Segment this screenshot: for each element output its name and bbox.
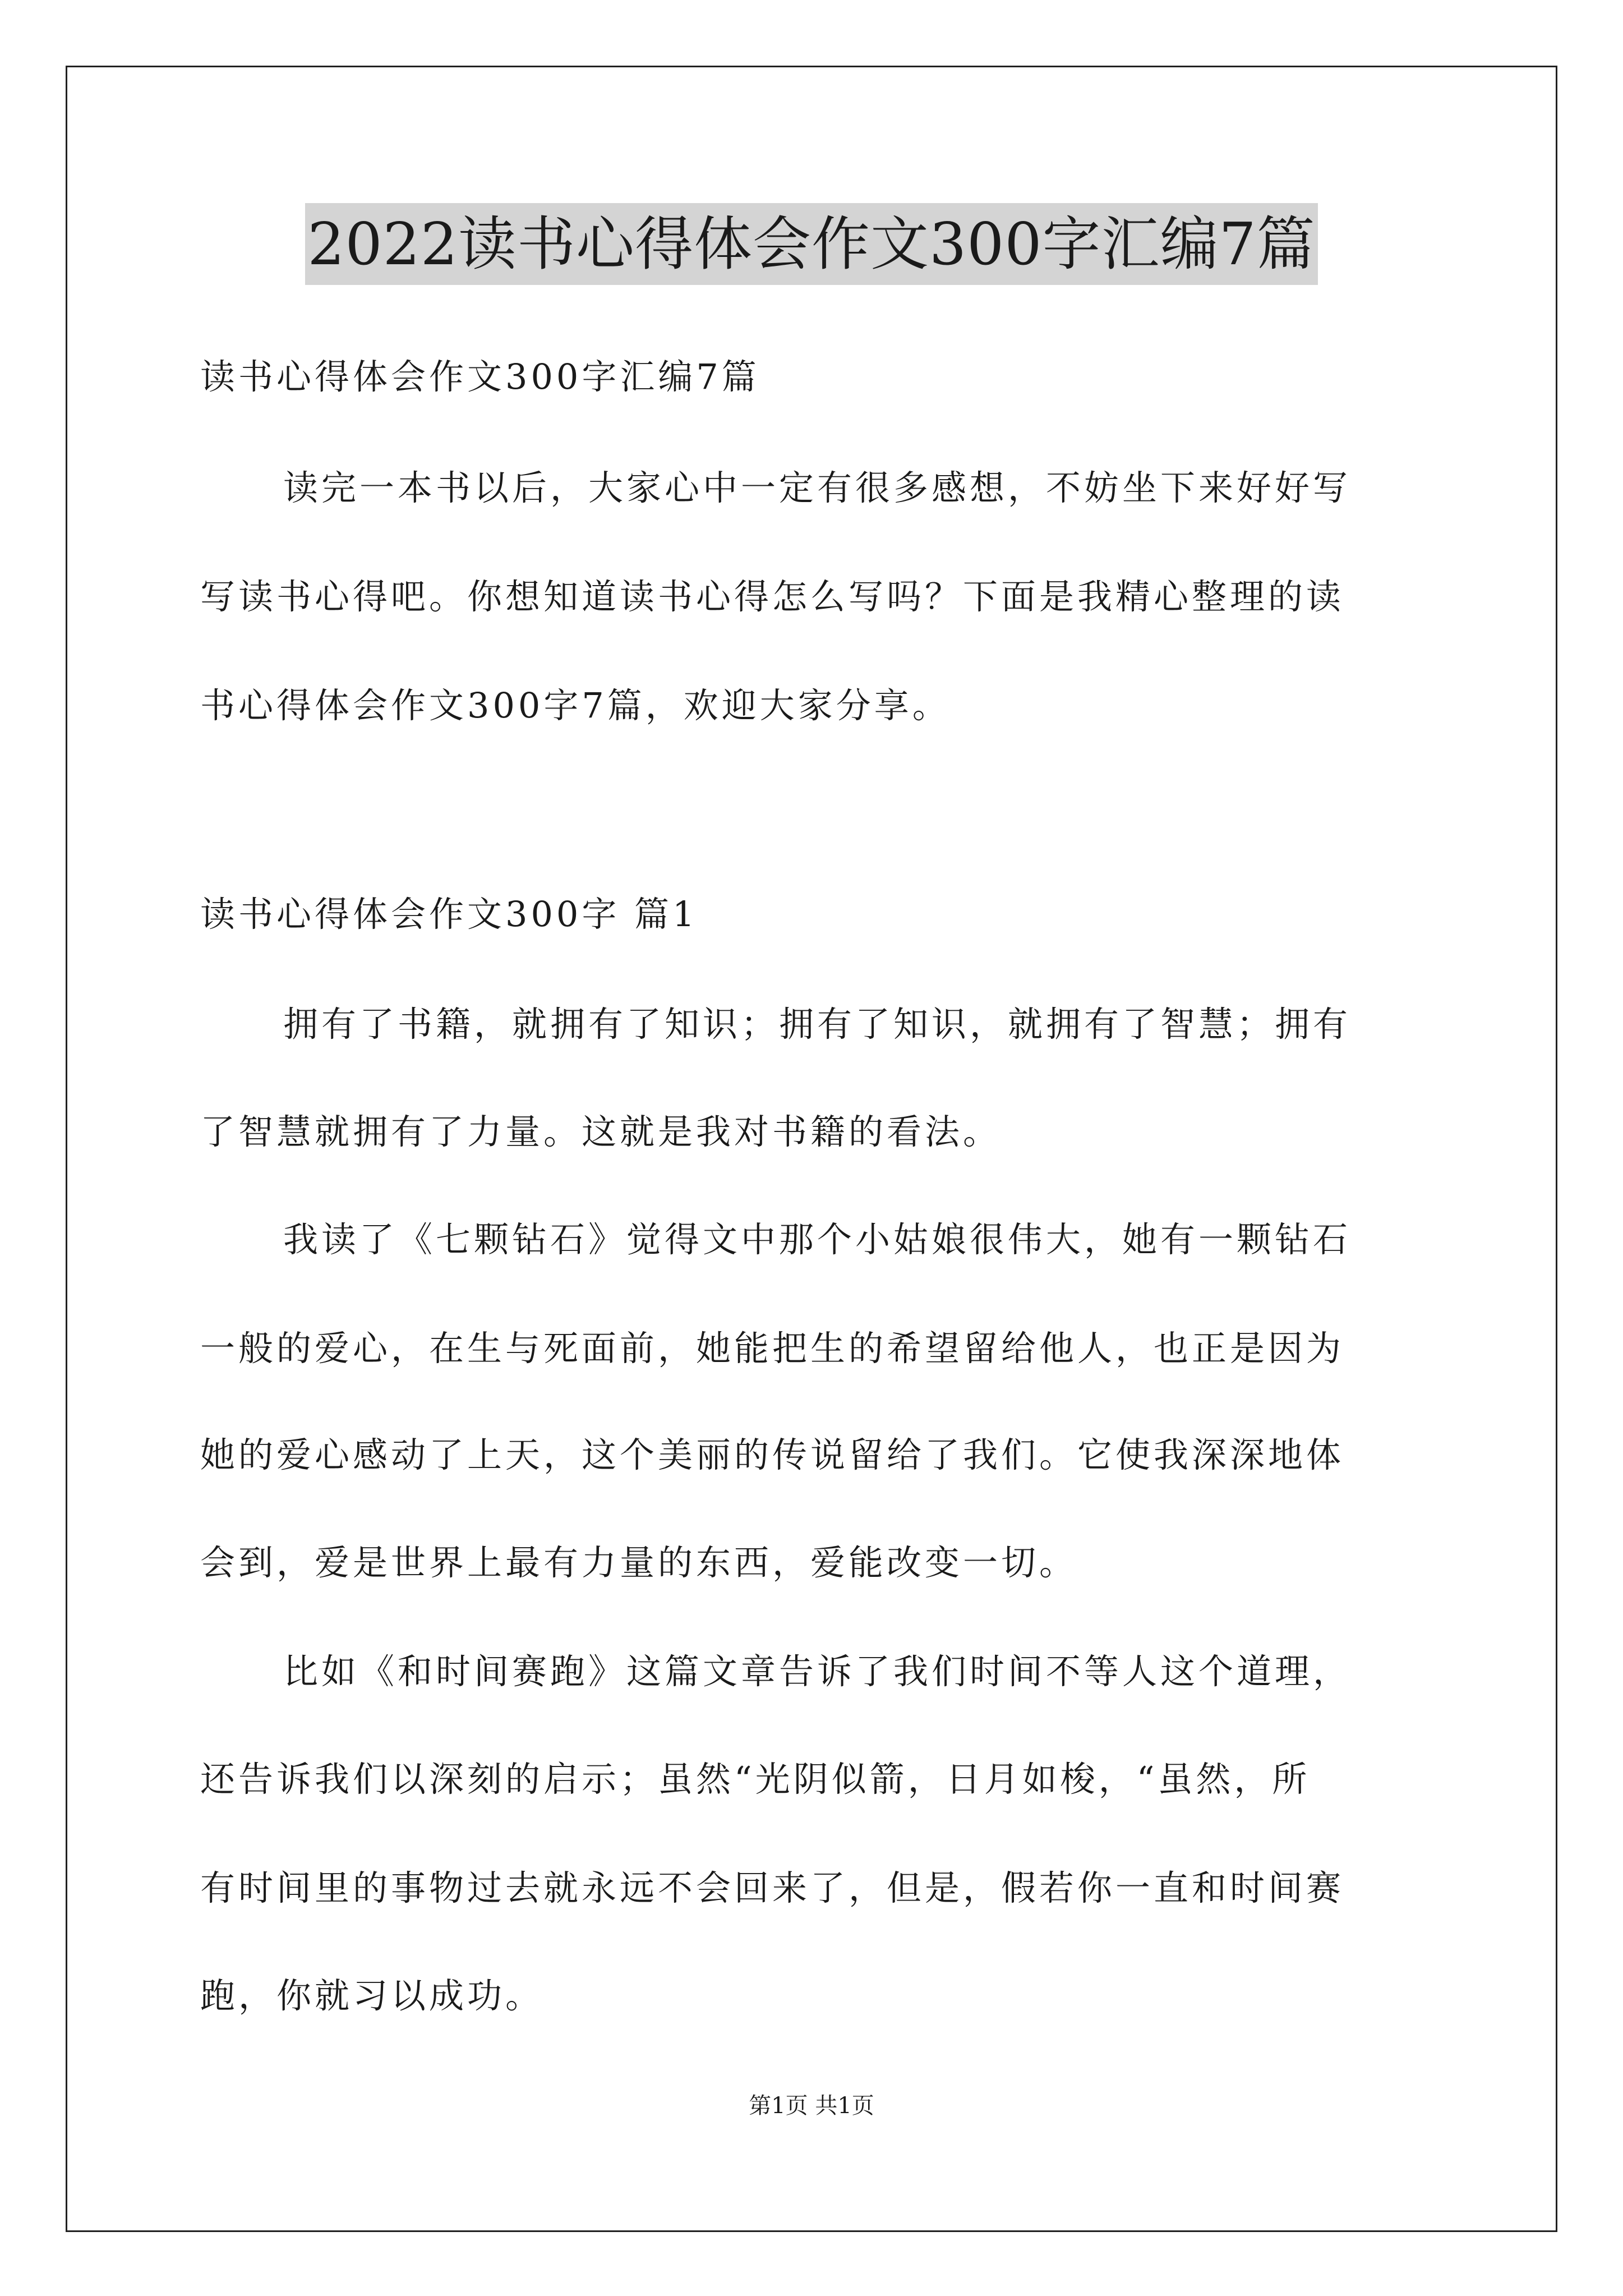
paragraph-line: 会到，爱是世界上最有力量的东西，爱能改变一切。: [200, 1542, 1078, 1583]
paragraph-line: 一般的爱心，在生与死面前，她能把生的希望留给他人，也正是因为: [200, 1328, 1345, 1369]
document-title: 2022读书心得体会作文300字汇编7篇: [305, 203, 1317, 285]
page-footer: 第1页 共1页: [749, 2093, 874, 2119]
paragraph-line: 还告诉我们以深刻的启示；虽然“光阴似箭，日月如梭，“虽然，所: [200, 1759, 1311, 1800]
paragraph-line: 我读了《七颗钻石》觉得文中那个小姑娘很伟大，她有一颗钻石: [283, 1219, 1352, 1260]
paragraph-line: 她的爱心感动了上天，这个美丽的传说留给了我们。它使我深深地体: [200, 1434, 1345, 1475]
paragraph-line: 拥有了书籍，就拥有了知识；拥有了知识，就拥有了智慧；拥有: [283, 1004, 1352, 1045]
paragraph-line: 了智慧就拥有了力量。这就是我对书籍的看法。: [200, 1111, 1002, 1152]
section-heading: 读书心得体会作文300字 篇1: [200, 894, 698, 935]
intro-line: 读完一本书以后，大家心中一定有很多感想，不妨坐下来好好写: [283, 467, 1352, 508]
paragraph-line: 比如《和时间赛跑》这篇文章告诉了我们时间不等人这个道理，: [283, 1651, 1352, 1692]
paragraph-line: 有时间里的事物过去就永远不会回来了，但是，假若你一直和时间赛: [200, 1867, 1345, 1908]
paragraph-line: 跑，你就习以成功。: [200, 1975, 544, 2016]
intro-line: 写读书心得吧。你想知道读书心得怎么写吗？下面是我精心整理的读: [200, 576, 1345, 617]
title-container: [0, 203, 1623, 285]
intro-line: 书心得体会作文300字7篇，欢迎大家分享。: [200, 685, 951, 726]
document-subtitle: 读书心得体会作文300字汇编7篇: [200, 356, 760, 397]
